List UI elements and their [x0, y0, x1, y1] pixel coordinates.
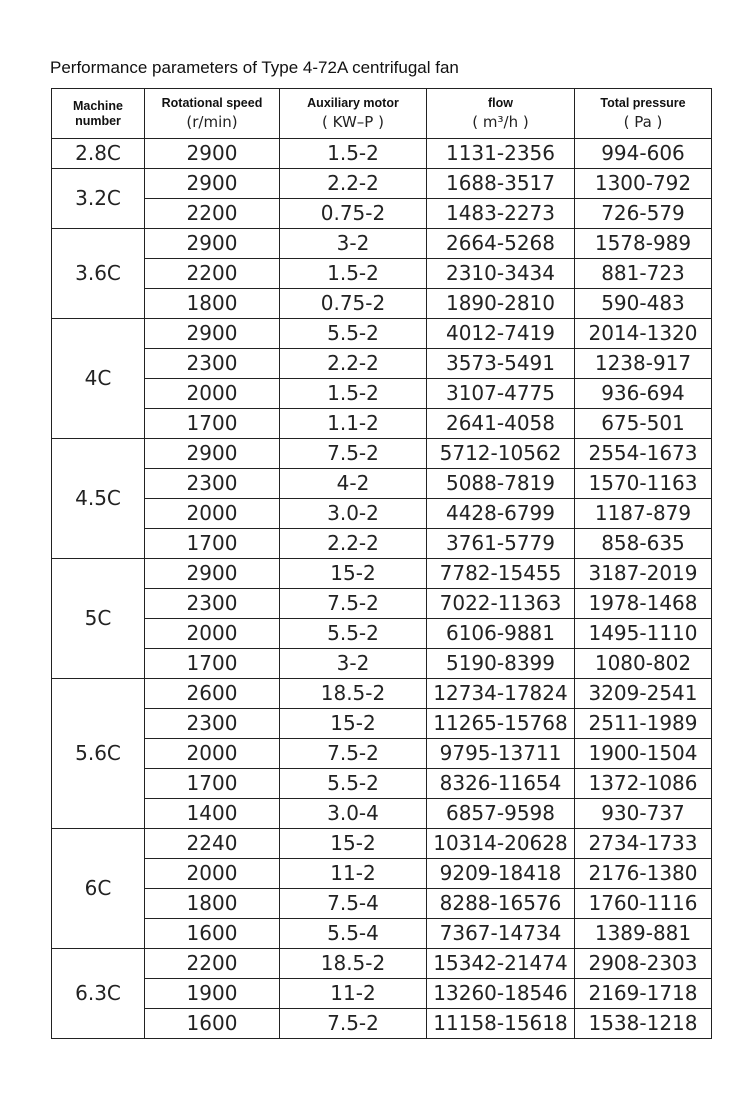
motor-cell: 1.1-2	[280, 409, 427, 439]
speed-cell: 2900	[145, 229, 280, 259]
table-row	[52, 139, 712, 169]
pressure-cell: 2908-2303	[575, 949, 712, 979]
speed-cell: 1700	[145, 409, 280, 439]
pressure-cell: 1578-989	[575, 229, 712, 259]
pressure-cell: 3187-2019	[575, 559, 712, 589]
pressure-cell: 1238-917	[575, 349, 712, 379]
flow-cell: 15342-21474	[427, 949, 575, 979]
speed-cell: 2900	[145, 439, 280, 469]
speed-cell: 1700	[145, 649, 280, 679]
flow-cell: 7022-11363	[427, 589, 575, 619]
motor-cell: 2.2-2	[280, 529, 427, 559]
flow-cell: 13260-18546	[427, 979, 575, 1009]
table-row	[52, 619, 712, 649]
speed-cell: 2900	[145, 559, 280, 589]
flow-cell: 5088-7819	[427, 469, 575, 499]
motor-cell: 7.5-2	[280, 739, 427, 769]
motor-cell: 1.5-2	[280, 379, 427, 409]
table-row	[52, 649, 712, 679]
speed-cell: 2000	[145, 379, 280, 409]
pressure-cell: 1900-1504	[575, 739, 712, 769]
table-row	[52, 1009, 712, 1039]
speed-cell: 2600	[145, 679, 280, 709]
pressure-cell: 1372-1086	[575, 769, 712, 799]
motor-cell: 3-2	[280, 229, 427, 259]
speed-cell: 2300	[145, 349, 280, 379]
performance-table	[51, 88, 712, 1039]
header-total-pressure	[575, 89, 712, 139]
motor-cell: 7.5-4	[280, 889, 427, 919]
table-row	[52, 379, 712, 409]
machine-number-cell: 6.3C	[52, 949, 145, 1039]
flow-cell: 1688-3517	[427, 169, 575, 199]
pressure-cell: 930-737	[575, 799, 712, 829]
flow-cell: 3107-4775	[427, 379, 575, 409]
motor-cell: 1.5-2	[280, 259, 427, 289]
motor-cell: 5.5-4	[280, 919, 427, 949]
pressure-cell: 2511-1989	[575, 709, 712, 739]
motor-cell: 7.5-2	[280, 1009, 427, 1039]
motor-cell: 1.5-2	[280, 139, 427, 169]
flow-cell: 2641-4058	[427, 409, 575, 439]
table-title: Performance parameters of Type 4-72A centrifugal fan	[50, 58, 459, 77]
table-row	[52, 889, 712, 919]
header-pressure-unit: ( Pa )	[623, 113, 663, 131]
table-row	[52, 259, 712, 289]
speed-cell: 2000	[145, 499, 280, 529]
flow-cell: 1131-2356	[427, 139, 575, 169]
motor-cell: 11-2	[280, 859, 427, 889]
table-row	[52, 199, 712, 229]
flow-cell: 8326-11654	[427, 769, 575, 799]
motor-cell: 3-2	[280, 649, 427, 679]
table-row	[52, 919, 712, 949]
pressure-cell: 2734-1733	[575, 829, 712, 859]
pressure-cell: 2169-1718	[575, 979, 712, 1009]
speed-cell: 1900	[145, 979, 280, 1009]
flow-cell: 1890-2810	[427, 289, 575, 319]
flow-cell: 2310-3434	[427, 259, 575, 289]
speed-cell: 1400	[145, 799, 280, 829]
header-speed-label: Rotational speed	[161, 96, 263, 110]
machine-number-cell: 5.6C	[52, 679, 145, 829]
speed-cell: 2200	[145, 199, 280, 229]
motor-cell: 11-2	[280, 979, 427, 1009]
pressure-cell: 936-694	[575, 379, 712, 409]
table-row	[52, 529, 712, 559]
flow-cell: 10314-20628	[427, 829, 575, 859]
pressure-cell: 1080-802	[575, 649, 712, 679]
flow-cell: 12734-17824	[427, 679, 575, 709]
motor-cell: 2.2-2	[280, 349, 427, 379]
motor-cell: 18.5-2	[280, 679, 427, 709]
motor-cell: 4-2	[280, 469, 427, 499]
pressure-cell: 1187-879	[575, 499, 712, 529]
motor-cell: 0.75-2	[280, 199, 427, 229]
speed-cell: 1700	[145, 769, 280, 799]
header-motor-label: Auxiliary motor	[307, 96, 399, 110]
table-row	[52, 409, 712, 439]
table-row	[52, 829, 712, 859]
table-row	[52, 739, 712, 769]
flow-cell: 6106-9881	[427, 619, 575, 649]
header-auxiliary-motor	[280, 89, 427, 139]
flow-cell: 9209-18418	[427, 859, 575, 889]
table-row	[52, 499, 712, 529]
pressure-cell: 1389-881	[575, 919, 712, 949]
table-row	[52, 289, 712, 319]
table-row	[52, 859, 712, 889]
flow-cell: 5190-8399	[427, 649, 575, 679]
machine-number-cell: 3.2C	[52, 169, 145, 229]
speed-cell: 1700	[145, 529, 280, 559]
pressure-cell: 1978-1468	[575, 589, 712, 619]
speed-cell: 1800	[145, 289, 280, 319]
pressure-cell: 1570-1163	[575, 469, 712, 499]
speed-cell: 2240	[145, 829, 280, 859]
header-motor-unit: ( KW–P )	[322, 113, 384, 131]
pressure-cell: 2014-1320	[575, 319, 712, 349]
pressure-cell: 881-723	[575, 259, 712, 289]
pressure-cell: 590-483	[575, 289, 712, 319]
machine-number-cell: 5C	[52, 559, 145, 679]
flow-cell: 6857-9598	[427, 799, 575, 829]
table-row	[52, 799, 712, 829]
flow-cell: 4012-7419	[427, 319, 575, 349]
table-row	[52, 949, 712, 979]
flow-cell: 11265-15768	[427, 709, 575, 739]
motor-cell: 0.75-2	[280, 289, 427, 319]
table-row	[52, 229, 712, 259]
header-machine-line-2: number	[75, 113, 121, 128]
flow-cell: 5712-10562	[427, 439, 575, 469]
speed-cell: 1800	[145, 889, 280, 919]
pressure-cell: 2554-1673	[575, 439, 712, 469]
motor-cell: 15-2	[280, 709, 427, 739]
table-row	[52, 469, 712, 499]
speed-cell: 2900	[145, 319, 280, 349]
speed-cell: 2300	[145, 709, 280, 739]
speed-cell: 2000	[145, 619, 280, 649]
pressure-cell: 726-579	[575, 199, 712, 229]
table-row	[52, 979, 712, 1009]
table-row	[52, 319, 712, 349]
table-row	[52, 769, 712, 799]
machine-number-cell: 4C	[52, 319, 145, 439]
flow-cell: 7367-14734	[427, 919, 575, 949]
machine-number-cell: 6C	[52, 829, 145, 949]
flow-cell: 11158-15618	[427, 1009, 575, 1039]
flow-cell: 7782-15455	[427, 559, 575, 589]
speed-cell: 2900	[145, 169, 280, 199]
machine-number-cell: 2.8C	[52, 139, 145, 169]
table-row	[52, 589, 712, 619]
flow-cell: 2664-5268	[427, 229, 575, 259]
machine-number-cell: 3.6C	[52, 229, 145, 319]
header-pressure-label: Total pressure	[600, 96, 686, 110]
header-flow	[427, 89, 575, 139]
motor-cell: 15-2	[280, 829, 427, 859]
header-machine-line-1: Machine	[72, 98, 123, 113]
motor-cell: 5.5-2	[280, 319, 427, 349]
pressure-cell: 675-501	[575, 409, 712, 439]
flow-cell: 8288-16576	[427, 889, 575, 919]
pressure-cell: 2176-1380	[575, 859, 712, 889]
pressure-cell: 1760-1116	[575, 889, 712, 919]
speed-cell: 2900	[145, 139, 280, 169]
motor-cell: 5.5-2	[280, 769, 427, 799]
speed-cell: 2300	[145, 589, 280, 619]
table-row	[52, 559, 712, 589]
table-row	[52, 709, 712, 739]
flow-cell: 3761-5779	[427, 529, 575, 559]
motor-cell: 3.0-4	[280, 799, 427, 829]
motor-cell: 5.5-2	[280, 619, 427, 649]
header-rotational-speed	[145, 89, 280, 139]
header-flow-unit: ( m³/h )	[472, 113, 529, 131]
pressure-cell: 858-635	[575, 529, 712, 559]
motor-cell: 7.5-2	[280, 439, 427, 469]
pressure-cell: 1538-1218	[575, 1009, 712, 1039]
table-row	[52, 349, 712, 379]
table-row	[52, 169, 712, 199]
speed-cell: 1600	[145, 1009, 280, 1039]
flow-cell: 4428-6799	[427, 499, 575, 529]
header-row	[52, 89, 712, 139]
motor-cell: 18.5-2	[280, 949, 427, 979]
flow-cell: 1483-2273	[427, 199, 575, 229]
table-row	[52, 679, 712, 709]
pressure-cell: 1300-792	[575, 169, 712, 199]
motor-cell: 3.0-2	[280, 499, 427, 529]
header-speed-unit: (r/min)	[186, 113, 238, 131]
speed-cell: 2200	[145, 259, 280, 289]
motor-cell: 15-2	[280, 559, 427, 589]
table-row	[52, 439, 712, 469]
speed-cell: 2000	[145, 739, 280, 769]
speed-cell: 1600	[145, 919, 280, 949]
flow-cell: 9795-13711	[427, 739, 575, 769]
machine-number-cell: 4.5C	[52, 439, 145, 559]
motor-cell: 2.2-2	[280, 169, 427, 199]
speed-cell: 2200	[145, 949, 280, 979]
header-flow-label: flow	[488, 96, 513, 110]
pressure-cell: 3209-2541	[575, 679, 712, 709]
pressure-cell: 1495-1110	[575, 619, 712, 649]
header-machine-number	[52, 89, 145, 139]
speed-cell: 2000	[145, 859, 280, 889]
speed-cell: 2300	[145, 469, 280, 499]
table-body	[52, 139, 712, 1039]
motor-cell: 7.5-2	[280, 589, 427, 619]
flow-cell: 3573-5491	[427, 349, 575, 379]
pressure-cell: 994-606	[575, 139, 712, 169]
